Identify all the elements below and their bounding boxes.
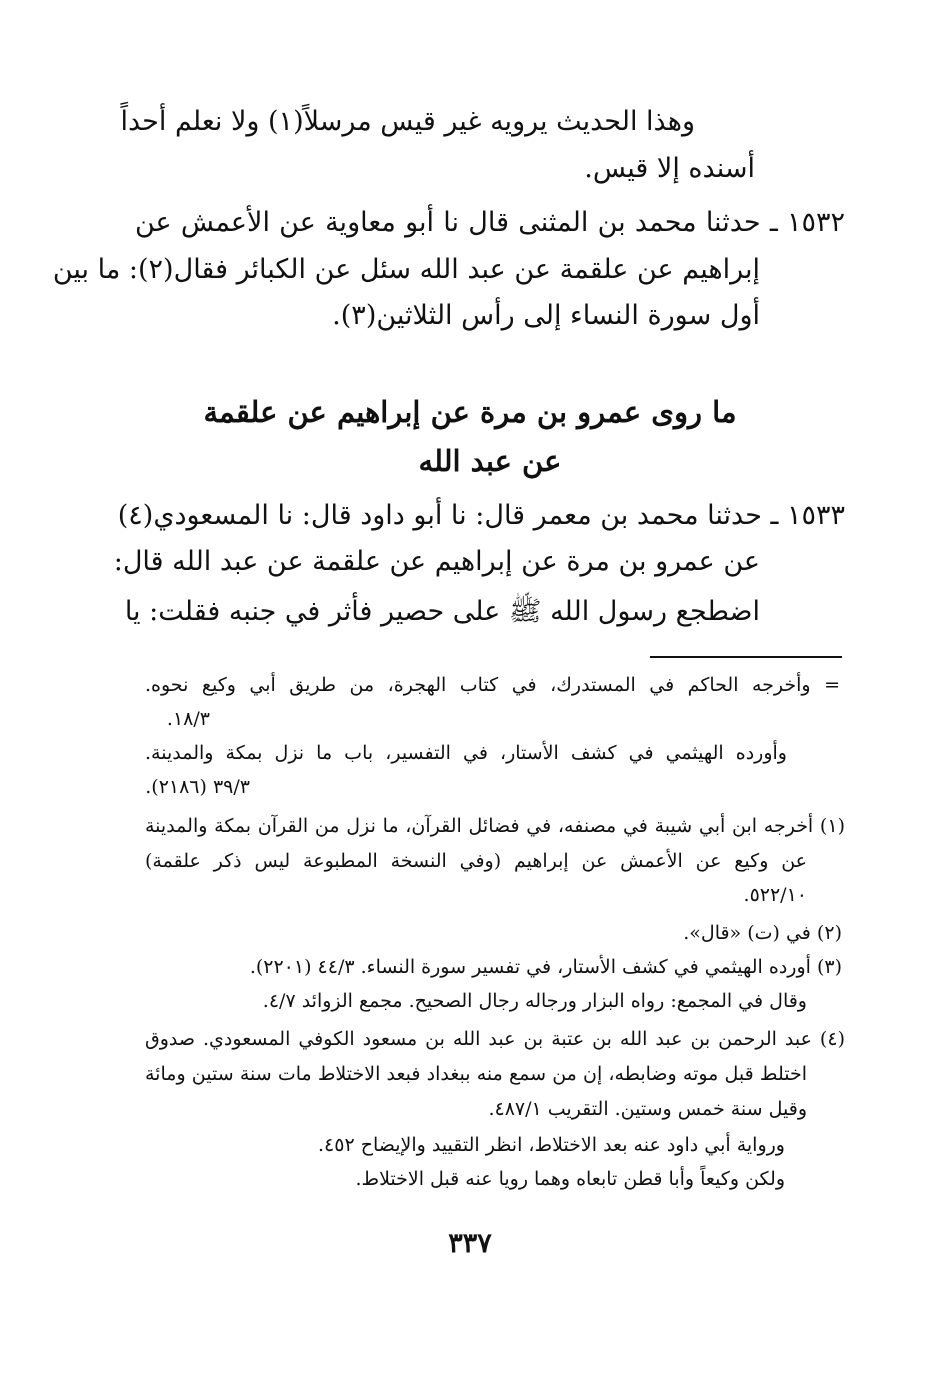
footnote-line: وقال في المجمع: رواه البزار ورجاله رجال الصحيح. مجمع الزوائد ٤/٧. (262, 990, 807, 1012)
hadith-1532-line: إبراهيم عن علقمة عن عبد الله سئل عن الكبائر فقال(٢): ما بين (52, 254, 760, 285)
footnote-line: ٣٩/٣ (٢١٨٦). (145, 776, 250, 798)
footnote-line: (٣) أورده الهيثمي في كشف الأستار، في تفسير سورة النساء. ٤٤/٣ (٢٢٠١). (249, 956, 842, 978)
hadith-1532-line: ١٥٣٢ ـ حدثنا محمد بن المثنى قال نا أبو معاوية عن الأعمش عن (135, 207, 845, 238)
hadith-1533-line: عن عمرو بن مرة عن إبراهيم عن علقمة عن عبد الله قال: (113, 546, 760, 577)
main-text-line: وهذا الحديث يرويه غير قيس مرسلاً(١) ولا نعلم أحداً (120, 106, 695, 137)
footnote-line: (١) أخرجه ابن أبي شيبة في مصنفه، في فضائل القرآن، ما نزل من القرآن بمكة والمدينة (145, 815, 845, 837)
footnote-line: وقيل سنة خمس وستين. التقريب ٤٨٧/١. (488, 1098, 807, 1120)
footnote-line: = وأخرجه الحاكم في المستدرك، في كتاب الهجرة، من طريق أبي وكيع نحوه. (145, 674, 840, 696)
main-text-line: أسنده إلا قيس. (584, 153, 755, 184)
hadith-1533-line: ١٥٣٣ ـ حدثنا محمد بن معمر قال: نا أبو داود قال: نا المسعودي(٤) (117, 500, 845, 531)
section-heading: ما روى عمرو بن مرة عن إبراهيم عن علقمة (203, 395, 737, 429)
footnote-line: ١٨/٣. (166, 708, 210, 730)
section-heading: عن عبد الله (418, 444, 562, 478)
footnote-line: (٢) في (ت) «قال». (683, 922, 842, 944)
hadith-1533-line: اضطجع رسول الله ﷺ على حصير فأثر في جنبه فقلت: يا (124, 596, 760, 627)
footnote-line: اختلط قبل موته وضابطه، إن من سمع منه ببغداد فبعد الاختلاط مات سنة ستين ومائة (145, 1063, 807, 1085)
footnote-separator (650, 656, 842, 658)
page-number: ٣٣٧ (448, 1228, 492, 1259)
footnote-line: ٥٢٢/١٠. (743, 884, 807, 906)
footnote-line: وأورده الهيثمي في كشف الأستار، في التفسير، باب ما نزل بمكة والمدينة. (145, 742, 787, 764)
footnote-line: ولكن وكيعاً وأبا قطن تابعاه وهما رويا عنه قبل الاختلاط. (355, 1168, 785, 1190)
footnote-line: عن وكيع عن الأعمش عن إبراهيم (وفي النسخة المطبوعة ليس ذكر علقمة) (145, 850, 807, 872)
footnote-line: ورواية أبي داود عنه بعد الاختلاط، انظر التقييد والإيضاح ٤٥٢. (317, 1134, 785, 1156)
footnote-line: (٤) عبد الرحمن بن عبد الله بن عتبة بن عبد الله بن مسعود الكوفي المسعودي. صدوق (145, 1028, 845, 1050)
hadith-1532-line: أول سورة النساء إلى رأس الثلاثين(٣). (332, 300, 760, 331)
